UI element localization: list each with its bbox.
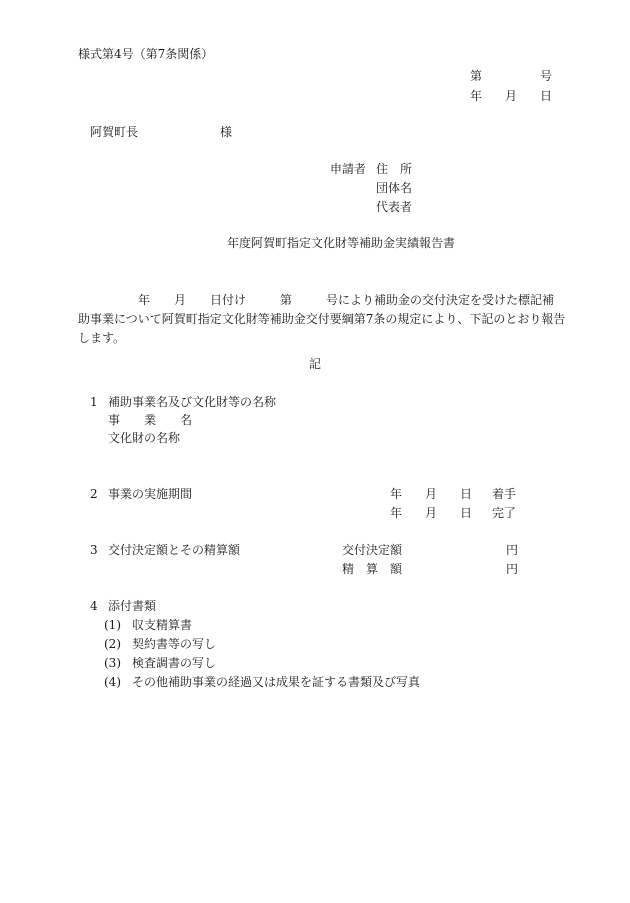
settled-amount-label: 精 算 額 <box>342 562 403 576</box>
applicant-label: 申請者 <box>330 162 367 176</box>
body-dai: 第 <box>280 293 293 307</box>
item-3-title: 交付決定額とその精算額 <box>108 543 241 557</box>
attachment-4-number: (4) <box>104 675 121 689</box>
item-1-number: 1 <box>90 395 98 409</box>
period-end-year: 年 <box>390 506 403 520</box>
applicant-group: 団体名 <box>376 181 413 195</box>
attachment-4-text: その他補助事業の経過又は成果を証する書類及び写真 <box>132 675 421 689</box>
period-start-label: 着手 <box>492 487 517 501</box>
doc-number-dai: 第 <box>470 69 483 83</box>
attachment-1-text: 収支精算書 <box>132 618 193 632</box>
ki-heading: 記 <box>309 357 322 371</box>
addressee-honorific: 様 <box>220 125 233 139</box>
period-start-year: 年 <box>390 487 403 501</box>
form-number: 様式第4号（第7条関係） <box>78 47 214 61</box>
addressee-name: 阿賀町長 <box>90 125 139 139</box>
doc-number-go: 号 <box>540 69 553 83</box>
attachment-3-text: 検査調書の写し <box>132 656 217 670</box>
body-hitsuke: 日付け <box>210 293 247 307</box>
item-4-title: 添付書類 <box>108 599 157 613</box>
period-end-label: 完了 <box>492 506 517 520</box>
attachment-3-number: (3) <box>104 656 121 670</box>
decided-amount-yen: 円 <box>506 543 519 557</box>
body-line1: 号により補助金の交付決定を受けた標記補 <box>326 293 555 307</box>
item-4-number: 4 <box>90 599 98 613</box>
item-2-number: 2 <box>90 487 98 501</box>
attachment-2-text: 契約書等の写し <box>132 637 217 651</box>
body-line3: します。 <box>78 331 126 345</box>
body-gatsu: 月 <box>174 293 187 307</box>
attachment-1-number: (1) <box>104 618 121 632</box>
page-title: 年度阿賀町指定文化財等補助金実績報告書 <box>227 236 456 250</box>
item-2-title: 事業の実施期間 <box>108 487 193 501</box>
date-month: 月 <box>505 89 518 103</box>
period-end-day: 日 <box>460 506 473 520</box>
body-line2: 助事業について阿賀町指定文化財等補助金交付要綱第7条の規定により、下記のとおり報告 <box>78 312 566 326</box>
period-start-day: 日 <box>460 487 473 501</box>
body-nen: 年 <box>138 293 151 307</box>
item-3-number: 3 <box>90 543 98 557</box>
date-day: 日 <box>540 89 553 103</box>
period-start-month: 月 <box>425 487 438 501</box>
decided-amount-label: 交付決定額 <box>342 543 403 557</box>
item-1-project-name: 事 業 名 <box>108 413 193 427</box>
date-year: 年 <box>470 89 483 103</box>
settled-amount-yen: 円 <box>506 562 519 576</box>
item-1-title: 補助事業名及び文化財等の名称 <box>108 395 277 409</box>
attachment-2-number: (2) <box>104 637 121 651</box>
period-end-month: 月 <box>425 506 438 520</box>
item-1-property-name: 文化財の名称 <box>108 431 181 445</box>
applicant-rep: 代表者 <box>376 200 413 214</box>
applicant-address: 住 所 <box>376 162 413 176</box>
